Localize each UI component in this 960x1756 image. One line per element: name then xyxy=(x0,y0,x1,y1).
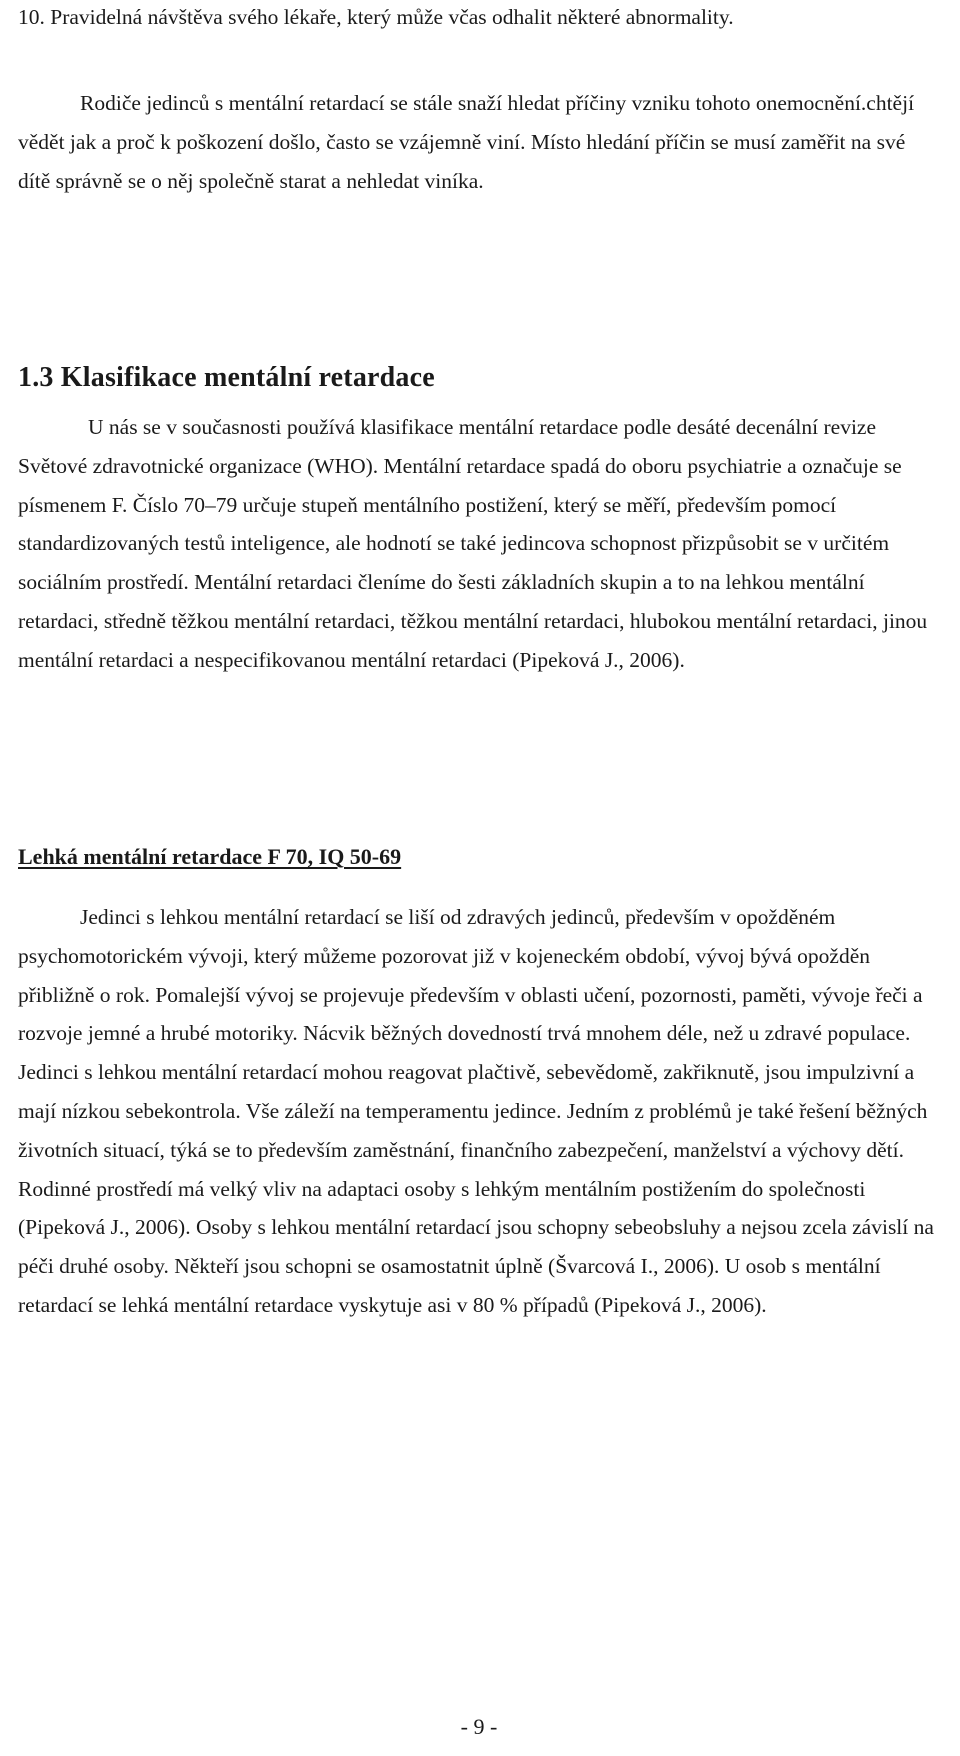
paragraph-mild-retardation: Jedinci s lehkou mentální retardací se liší od zdravých jedinců, především v opožděném psychomotorickém vývoji, který můžeme pozorovat již v kojeneckém období, vývoj bývá opožděn přibližně o rok. Pomalejší vývoj se projevuje především v oblasti učení, pozornosti, paměti, vývoje řeči a rozvoje jemné a hrubé motoriky. Nácvik běžných dovedností trvá mnohem déle, než u zdravé populace. Jedinci s lehkou mentální retardací mohou reagovat plačtivě, sebevědomě, zakřiknutě, jsou impulzivní a mají nízkou sebekontrola. Vše záleží na temperamentu jedince. Jedním z problémů je také řešení běžných životních situací, týká se to především zaměstnání, finančního zabezpečení, manželství a výchovy dětí. Rodinné prostředí má velký vliv na adaptaci osoby s lehkým mentálním postižením do společnosti (Pipeková J., 2006). Osoby s lehkou mentální retardací jsou schopny sebeobsluhy a nejsou zcela závislí na péči druhé osoby. Někteří jsou schopni se osamostatnit úplně (Švarcová I., 2006). U osob s mentální retardací se lehká mentální retardace vyskytuje asi v 80 % případů (Pipeková J., 2006). xyxy=(18,905,934,1317)
page-number: - 9 - xyxy=(460,1714,498,1739)
document-page xyxy=(18,0,940,1756)
section-heading: 1.3 Klasifikace mentální retardace xyxy=(18,362,435,393)
paragraph-parents: Rodiče jedinců s mentální retardací se stále snaží hledat příčiny vzniku tohoto onemocnění.chtějí vědět jak a proč k poškození došlo, často se vzájemně viní. Místo hledání příčin se musí zaměřit na své dítě správně se o něj společně starat a nehledat viníka. xyxy=(18,91,915,193)
list-item-10: 10. Pravidelná návštěva svého lékaře, který může včas odhalit některé abnormality. xyxy=(18,5,734,29)
subsection-heading: Lehká mentální retardace F 70, IQ 50-69 xyxy=(18,844,402,869)
paragraph-classification: U nás se v současnosti používá klasifikace mentální retardace podle desáté decenální revize Světové zdravotnické organizace (WHO). Mentální retardace spadá do oboru psychiatrie a označuje se písmenem F. Číslo 70–79 určuje stupeň mentálního postižení, který se měří, především pomocí standardizovaných testů inteligence, ale hodnotí se také jedincova schopnost přizpůsobit se v určitém sociálním prostředí. Mentální retardaci členíme do šesti základních skupin a to na lehkou mentální retardaci, středně těžkou mentální retardaci, těžkou mentální retardaci, hlubokou mentální retardaci, jinou mentální retardaci a nespecifikovanou mentální retardaci (Pipeková J., 2006). xyxy=(18,415,928,672)
